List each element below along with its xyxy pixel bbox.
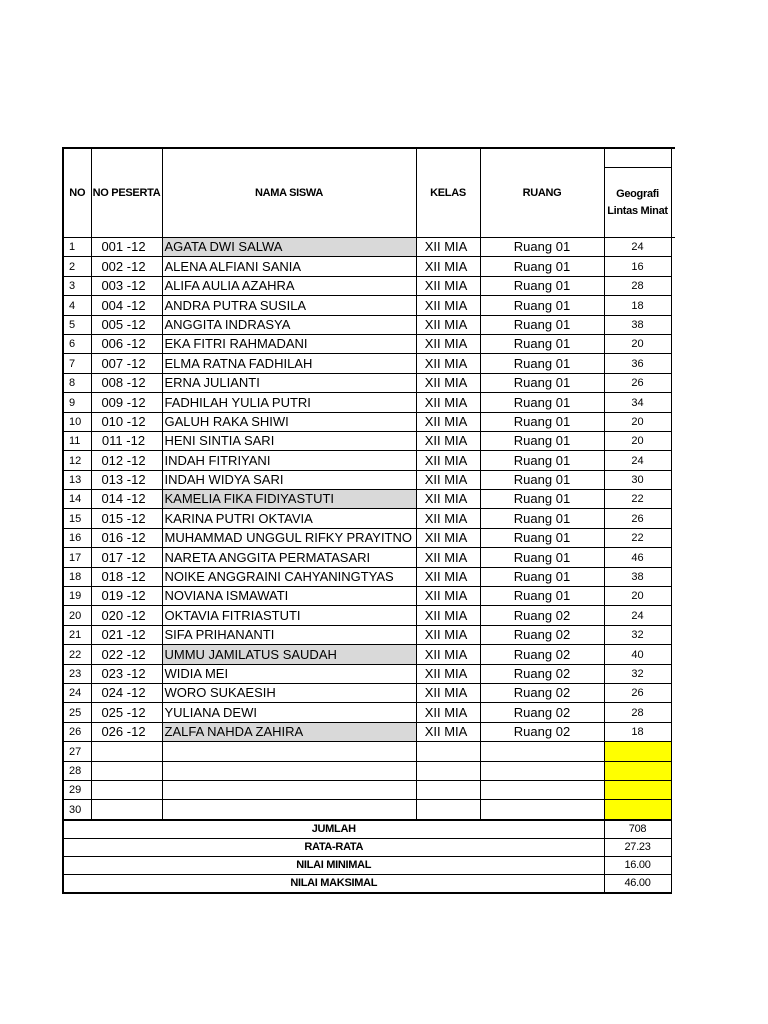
row-ruang: Ruang 01 [480, 431, 604, 450]
row-no: 6 [63, 334, 91, 353]
row-nama-siswa: UMMU JAMILATUS SAUDAH [162, 645, 416, 664]
header-row [63, 148, 675, 238]
table-row [63, 373, 675, 392]
row-ruang [480, 761, 604, 780]
header-nama-siswa: NAMA SISWA [162, 148, 416, 238]
row-nilai-geografi: 20 [604, 431, 671, 450]
row-no: 14 [63, 490, 91, 509]
summary-label: RATA-RATA [63, 838, 604, 856]
row-ruang [480, 742, 604, 761]
summary-row [63, 856, 675, 874]
row-edge [671, 606, 675, 625]
table-row [63, 315, 675, 334]
row-nilai-geografi: 16 [604, 257, 671, 276]
row-kelas: XII MIA [416, 664, 480, 683]
row-nilai-geografi: 36 [604, 354, 671, 373]
row-ruang: Ruang 01 [480, 393, 604, 412]
header-no-peserta: NO PESERTA [91, 148, 162, 238]
row-no: 25 [63, 703, 91, 722]
table-row [63, 393, 675, 412]
row-no: 24 [63, 683, 91, 702]
table-row [63, 742, 675, 761]
row-edge [671, 296, 675, 315]
row-no: 16 [63, 528, 91, 547]
row-kelas: XII MIA [416, 373, 480, 392]
row-nilai-geografi: 28 [604, 703, 671, 722]
summary-label: NILAI MINIMAL [63, 856, 604, 874]
row-nilai-geografi: 24 [604, 238, 671, 257]
row-ruang: Ruang 01 [480, 373, 604, 392]
row-no: 12 [63, 451, 91, 470]
row-nama-siswa: KARINA PUTRI OKTAVIA [162, 509, 416, 528]
row-edge [671, 509, 675, 528]
row-no: 21 [63, 625, 91, 644]
row-nama-siswa: OKTAVIA FITRIASTUTI [162, 606, 416, 625]
table-row [63, 431, 675, 450]
row-kelas: XII MIA [416, 587, 480, 606]
row-ruang: Ruang 01 [480, 490, 604, 509]
row-nama-siswa: ANGGITA INDRASYA [162, 315, 416, 334]
row-ruang: Ruang 01 [480, 296, 604, 315]
table-row [63, 722, 675, 741]
header-geografi-line2: Lintas Minat [607, 204, 668, 217]
row-nilai-geografi: 20 [604, 412, 671, 431]
row-ruang: Ruang 02 [480, 664, 604, 683]
table-row [63, 490, 675, 509]
row-no: 3 [63, 276, 91, 295]
table-row [63, 761, 675, 780]
row-no-peserta: 014 -12 [91, 490, 162, 509]
row-nilai-geografi: 18 [604, 296, 671, 315]
row-no-peserta: 021 -12 [91, 625, 162, 644]
row-no: 5 [63, 315, 91, 334]
row-no: 26 [63, 722, 91, 741]
row-kelas: XII MIA [416, 470, 480, 489]
row-kelas: XII MIA [416, 276, 480, 295]
row-no: 18 [63, 567, 91, 586]
row-nama-siswa: NOVIANA ISMAWATI [162, 587, 416, 606]
row-edge [671, 587, 675, 606]
row-nama-siswa: NOIKE ANGGRAINI CAHYANINGTYAS [162, 567, 416, 586]
header-geografi-top [605, 149, 671, 168]
table-row [63, 257, 675, 276]
row-edge [671, 722, 675, 741]
row-ruang: Ruang 02 [480, 703, 604, 722]
row-kelas [416, 761, 480, 780]
summary-value: 708 [604, 820, 671, 839]
row-edge [671, 470, 675, 489]
row-kelas: XII MIA [416, 645, 480, 664]
row-nilai-geografi [604, 780, 671, 799]
row-nama-siswa: MUHAMMAD UNGGUL RIFKY PRAYITNO [162, 528, 416, 547]
row-nilai-geografi [604, 742, 671, 761]
header-ruang: RUANG [480, 148, 604, 238]
row-ruang: Ruang 01 [480, 334, 604, 353]
summary-value: 27.23 [604, 838, 671, 856]
table-row [63, 509, 675, 528]
row-no: 4 [63, 296, 91, 315]
row-kelas: XII MIA [416, 334, 480, 353]
row-kelas: XII MIA [416, 625, 480, 644]
summary-row [63, 874, 675, 893]
row-nilai-geografi [604, 800, 671, 820]
row-edge [671, 315, 675, 334]
row-no: 8 [63, 373, 91, 392]
table-row [63, 683, 675, 702]
row-nama-siswa: FADHILAH YULIA PUTRI [162, 393, 416, 412]
row-nama-siswa [162, 761, 416, 780]
row-no-peserta [91, 780, 162, 799]
row-edge [671, 664, 675, 683]
row-kelas: XII MIA [416, 393, 480, 412]
table-row [63, 276, 675, 295]
row-kelas: XII MIA [416, 567, 480, 586]
row-nilai-geografi: 38 [604, 315, 671, 334]
row-no-peserta [91, 761, 162, 780]
row-nama-siswa: WORO SUKAESIH [162, 683, 416, 702]
row-no-peserta: 004 -12 [91, 296, 162, 315]
row-nilai-geografi: 24 [604, 606, 671, 625]
table-row [63, 296, 675, 315]
row-nama-siswa: INDAH FITRIYANI [162, 451, 416, 470]
row-nama-siswa [162, 780, 416, 799]
row-nilai-geografi: 32 [604, 625, 671, 644]
table-row [63, 238, 675, 257]
row-nilai-geografi: 46 [604, 548, 671, 567]
row-kelas: XII MIA [416, 509, 480, 528]
row-ruang: Ruang 01 [480, 257, 604, 276]
row-no-peserta [91, 742, 162, 761]
row-kelas: XII MIA [416, 431, 480, 450]
row-nama-siswa: ZALFA NAHDA ZAHIRA [162, 722, 416, 741]
summary-edge [671, 838, 675, 856]
row-nama-siswa: ELMA RATNA FADHILAH [162, 354, 416, 373]
row-ruang: Ruang 01 [480, 509, 604, 528]
row-edge [671, 393, 675, 412]
row-ruang: Ruang 01 [480, 548, 604, 567]
row-no-peserta: 007 -12 [91, 354, 162, 373]
row-ruang: Ruang 02 [480, 625, 604, 644]
row-nilai-geografi: 32 [604, 664, 671, 683]
row-no-peserta: 015 -12 [91, 509, 162, 528]
row-kelas [416, 780, 480, 799]
table-row [63, 800, 675, 820]
row-ruang: Ruang 01 [480, 412, 604, 431]
row-ruang [480, 800, 604, 820]
row-edge [671, 548, 675, 567]
row-no: 13 [63, 470, 91, 489]
row-no: 28 [63, 761, 91, 780]
table-row [63, 625, 675, 644]
row-nilai-geografi: 18 [604, 722, 671, 741]
row-no: 22 [63, 645, 91, 664]
row-no-peserta: 024 -12 [91, 683, 162, 702]
row-no: 20 [63, 606, 91, 625]
row-nama-siswa [162, 742, 416, 761]
row-no-peserta: 016 -12 [91, 528, 162, 547]
row-edge [671, 431, 675, 450]
table-row [63, 606, 675, 625]
row-no: 29 [63, 780, 91, 799]
row-kelas: XII MIA [416, 548, 480, 567]
row-edge [671, 354, 675, 373]
table-row [63, 703, 675, 722]
summary-label: NILAI MAKSIMAL [63, 874, 604, 893]
row-edge [671, 780, 675, 799]
table-row [63, 587, 675, 606]
row-no: 7 [63, 354, 91, 373]
row-no: 19 [63, 587, 91, 606]
row-ruang: Ruang 02 [480, 683, 604, 702]
row-edge [671, 257, 675, 276]
row-no: 2 [63, 257, 91, 276]
row-no-peserta: 002 -12 [91, 257, 162, 276]
row-edge [671, 451, 675, 470]
row-nama-siswa: ERNA JULIANTI [162, 373, 416, 392]
row-kelas: XII MIA [416, 238, 480, 257]
summary-edge [671, 874, 675, 893]
row-no: 15 [63, 509, 91, 528]
row-no: 10 [63, 412, 91, 431]
row-no: 17 [63, 548, 91, 567]
row-ruang: Ruang 01 [480, 587, 604, 606]
row-nilai-geografi [604, 761, 671, 780]
row-ruang: Ruang 02 [480, 606, 604, 625]
row-nama-siswa: ALENA ALFIANI SANIA [162, 257, 416, 276]
row-kelas: XII MIA [416, 296, 480, 315]
summary-label: JUMLAH [63, 820, 604, 839]
row-nama-siswa: EKA FITRI RAHMADANI [162, 334, 416, 353]
table-row [63, 451, 675, 470]
row-no-peserta: 022 -12 [91, 645, 162, 664]
row-nama-siswa: SIFA PRIHANANTI [162, 625, 416, 644]
row-nilai-geografi: 20 [604, 334, 671, 353]
row-nilai-geografi: 38 [604, 567, 671, 586]
row-no-peserta: 013 -12 [91, 470, 162, 489]
row-edge [671, 645, 675, 664]
row-edge [671, 238, 675, 257]
row-nama-siswa [162, 800, 416, 820]
row-no-peserta: 012 -12 [91, 451, 162, 470]
row-nilai-geografi: 40 [604, 645, 671, 664]
table-row [63, 780, 675, 799]
row-kelas: XII MIA [416, 354, 480, 373]
row-ruang: Ruang 01 [480, 528, 604, 547]
row-no: 9 [63, 393, 91, 412]
row-edge [671, 334, 675, 353]
row-edge [671, 800, 675, 820]
row-nilai-geografi: 26 [604, 683, 671, 702]
row-ruang: Ruang 01 [480, 315, 604, 334]
row-nama-siswa: WIDIA MEI [162, 664, 416, 683]
table-row [63, 548, 675, 567]
header-geografi-label [605, 168, 671, 237]
row-no-peserta: 017 -12 [91, 548, 162, 567]
row-nama-siswa: AGATA DWI SALWA [162, 238, 416, 257]
row-kelas: XII MIA [416, 257, 480, 276]
row-edge [671, 625, 675, 644]
row-edge [671, 490, 675, 509]
row-nilai-geografi: 34 [604, 393, 671, 412]
row-ruang: Ruang 01 [480, 451, 604, 470]
summary-row [63, 820, 675, 839]
row-no-peserta: 005 -12 [91, 315, 162, 334]
header-no: NO [63, 148, 91, 238]
header-geografi-line1: Geografi [616, 187, 659, 200]
row-no-peserta: 011 -12 [91, 431, 162, 450]
row-nama-siswa: HENI SINTIA SARI [162, 431, 416, 450]
row-edge [671, 703, 675, 722]
row-ruang: Ruang 01 [480, 470, 604, 489]
row-kelas: XII MIA [416, 490, 480, 509]
row-kelas: XII MIA [416, 528, 480, 547]
row-kelas: XII MIA [416, 722, 480, 741]
summary-value: 46.00 [604, 874, 671, 893]
row-ruang: Ruang 02 [480, 645, 604, 664]
row-no-peserta [91, 800, 162, 820]
row-nama-siswa: INDAH WIDYA SARI [162, 470, 416, 489]
row-no-peserta: 025 -12 [91, 703, 162, 722]
summary-edge [671, 820, 675, 839]
table-row [63, 645, 675, 664]
row-no-peserta: 001 -12 [91, 238, 162, 257]
row-no-peserta: 008 -12 [91, 373, 162, 392]
score-sheet [62, 147, 675, 894]
row-edge [671, 276, 675, 295]
row-no: 23 [63, 664, 91, 683]
row-no-peserta: 018 -12 [91, 567, 162, 586]
row-no-peserta: 009 -12 [91, 393, 162, 412]
row-nama-siswa: ANDRA PUTRA SUSILA [162, 296, 416, 315]
row-no-peserta: 006 -12 [91, 334, 162, 353]
row-no-peserta: 026 -12 [91, 722, 162, 741]
row-nama-siswa: NARETA ANGGITA PERMATASARI [162, 548, 416, 567]
row-kelas: XII MIA [416, 606, 480, 625]
score-table [62, 147, 675, 894]
table-row [63, 470, 675, 489]
row-ruang: Ruang 01 [480, 354, 604, 373]
table-row [63, 567, 675, 586]
row-ruang: Ruang 01 [480, 276, 604, 295]
row-nama-siswa: GALUH RAKA SHIWI [162, 412, 416, 431]
row-no-peserta: 003 -12 [91, 276, 162, 295]
row-no-peserta: 010 -12 [91, 412, 162, 431]
row-ruang: Ruang 02 [480, 722, 604, 741]
summary-edge [671, 856, 675, 874]
row-nama-siswa: ALIFA AULIA AZAHRA [162, 276, 416, 295]
row-edge [671, 683, 675, 702]
row-nama-siswa: YULIANA DEWI [162, 703, 416, 722]
summary-row [63, 838, 675, 856]
header-edge [671, 148, 675, 238]
row-nilai-geografi: 22 [604, 528, 671, 547]
row-no: 11 [63, 431, 91, 450]
row-nilai-geografi: 28 [604, 276, 671, 295]
table-row [63, 528, 675, 547]
row-no-peserta: 020 -12 [91, 606, 162, 625]
row-edge [671, 761, 675, 780]
table-row [63, 334, 675, 353]
row-kelas [416, 742, 480, 761]
row-kelas: XII MIA [416, 683, 480, 702]
row-edge [671, 742, 675, 761]
row-nama-siswa: KAMELIA FIKA FIDIYASTUTI [162, 490, 416, 509]
row-ruang: Ruang 01 [480, 567, 604, 586]
row-kelas: XII MIA [416, 451, 480, 470]
row-edge [671, 567, 675, 586]
table-row [63, 664, 675, 683]
row-no-peserta: 019 -12 [91, 587, 162, 606]
row-nilai-geografi: 24 [604, 451, 671, 470]
row-nilai-geografi: 26 [604, 373, 671, 392]
row-no: 1 [63, 238, 91, 257]
row-kelas [416, 800, 480, 820]
row-edge [671, 373, 675, 392]
row-no: 27 [63, 742, 91, 761]
table-row [63, 412, 675, 431]
summary-value: 16.00 [604, 856, 671, 874]
row-no: 30 [63, 800, 91, 820]
row-kelas: XII MIA [416, 703, 480, 722]
row-nilai-geografi: 20 [604, 587, 671, 606]
row-no-peserta: 023 -12 [91, 664, 162, 683]
row-edge [671, 412, 675, 431]
row-kelas: XII MIA [416, 412, 480, 431]
row-nilai-geografi: 22 [604, 490, 671, 509]
row-nilai-geografi: 26 [604, 509, 671, 528]
row-ruang: Ruang 01 [480, 238, 604, 257]
header-geografi [604, 148, 671, 238]
header-kelas: KELAS [416, 148, 480, 238]
row-kelas: XII MIA [416, 315, 480, 334]
row-nilai-geografi: 30 [604, 470, 671, 489]
table-row [63, 354, 675, 373]
row-ruang [480, 780, 604, 799]
row-edge [671, 528, 675, 547]
